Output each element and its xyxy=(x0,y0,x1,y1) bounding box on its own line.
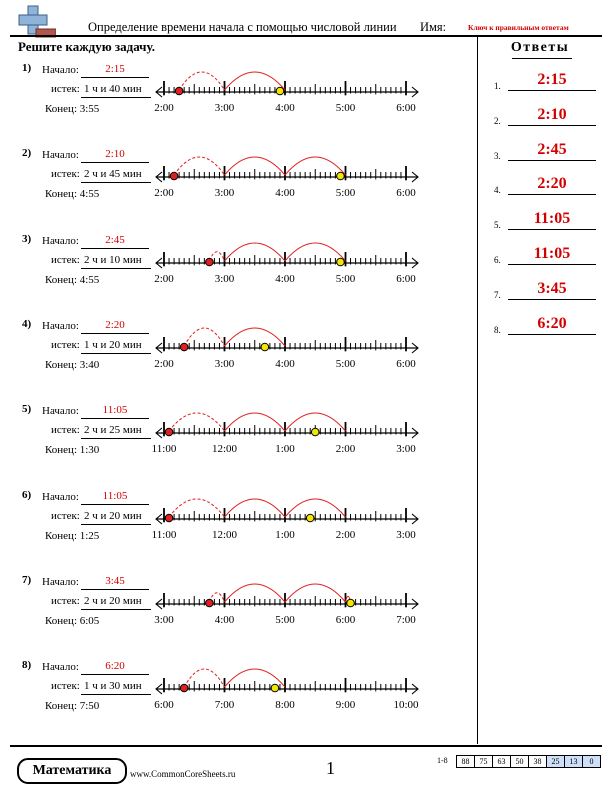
answer-line xyxy=(508,334,596,335)
start-answer: 2:45 xyxy=(105,233,125,246)
start-answer: 6:20 xyxy=(105,660,125,673)
tick-label: 3:00 xyxy=(214,187,235,200)
start-answer-line xyxy=(81,333,149,334)
elapsed-underline xyxy=(81,182,151,183)
problem-number: 6) xyxy=(22,488,32,501)
answer-number: 1. xyxy=(494,81,501,91)
tick-label: 2:00 xyxy=(154,102,174,114)
end-point xyxy=(271,684,279,692)
plus-cross-logo-icon xyxy=(14,4,56,38)
end-time: Конец: 1:25 xyxy=(45,529,100,542)
answers-column-divider xyxy=(477,37,478,744)
tick-label: 10:00 xyxy=(393,699,419,712)
answer-value: 11:05 xyxy=(533,245,571,262)
answer-line xyxy=(508,264,596,265)
elapsed-underline xyxy=(81,524,151,525)
end-time: Конец: 7:50 xyxy=(45,700,100,713)
tick-label: 4:00 xyxy=(275,187,295,200)
number-line xyxy=(150,312,422,372)
start-answer-line xyxy=(81,248,149,249)
elapsed-value: 1 ч и 20 мин xyxy=(84,338,142,351)
number-line xyxy=(150,653,422,713)
answer-number: 3. xyxy=(494,150,501,161)
tick-label: 7:00 xyxy=(214,699,235,712)
elapsed-underline xyxy=(81,268,151,269)
number-line xyxy=(150,397,422,457)
elapsed-value: 2 ч и 20 мин xyxy=(84,594,142,607)
elapsed-underline xyxy=(81,438,151,439)
problem-number: 3) xyxy=(22,232,32,245)
tick-label: 6:00 xyxy=(154,699,174,712)
answer-value: 2:20 xyxy=(537,175,567,193)
answer-value: 2:10 xyxy=(537,105,567,123)
tick-label: 12:00 xyxy=(211,528,238,541)
start-answer-line xyxy=(81,674,149,675)
tick-label: 2:00 xyxy=(335,528,356,541)
start-label: Начало: xyxy=(42,149,79,162)
end-point xyxy=(306,514,314,522)
start-label: Начало: xyxy=(42,234,79,247)
answer-number: 4. xyxy=(494,185,501,196)
end-time: Конец: 4:55 xyxy=(45,188,100,201)
end-point xyxy=(347,599,355,607)
answer-number: 2. xyxy=(494,115,501,126)
tick-label: 5:00 xyxy=(275,613,295,626)
tick-label: 2:00 xyxy=(154,272,174,285)
tick-label: 5:00 xyxy=(335,102,356,114)
number-line xyxy=(150,227,422,287)
tick-label: 1:00 xyxy=(275,443,295,456)
tick-label: 5:00 xyxy=(335,272,356,285)
tick-label: 3:00 xyxy=(396,528,416,541)
score-cell: 50 xyxy=(510,755,529,768)
answer-line xyxy=(508,299,596,300)
score-cell: 63 xyxy=(492,755,511,768)
answer-line xyxy=(508,160,596,161)
answers-title: Ответы xyxy=(510,40,570,55)
answer-line xyxy=(508,194,596,195)
start-answer: 11:05 xyxy=(102,489,128,502)
name-label: Имя: xyxy=(420,20,447,34)
problem-number: 7) xyxy=(22,573,32,586)
end-time: Конец: 3:40 xyxy=(45,358,100,371)
score-table xyxy=(457,755,601,768)
elapsed-underline xyxy=(81,97,151,98)
dashed-arc xyxy=(169,499,224,517)
tick-label: 5:00 xyxy=(335,187,356,200)
start-answer-line xyxy=(81,418,149,419)
score-cell: 38 xyxy=(528,755,547,768)
start-point xyxy=(206,258,214,266)
dashed-arc xyxy=(179,72,224,90)
start-label: Начало: xyxy=(42,661,79,674)
problem-number: 5) xyxy=(22,403,32,416)
end-time: Конец: 6:05 xyxy=(45,614,100,627)
tick-label: 4:00 xyxy=(275,272,295,285)
number-line xyxy=(150,56,422,116)
start-point xyxy=(206,599,214,607)
elapsed-value: 1 ч и 40 мин xyxy=(84,83,142,95)
elapsed-underline xyxy=(81,694,151,695)
elapsed-label: истек: xyxy=(51,338,80,351)
instructions: Решите каждую задачу. xyxy=(18,39,155,54)
end-point xyxy=(276,87,284,95)
elapsed-underline xyxy=(81,609,151,610)
answer-value: 3:45 xyxy=(537,279,567,297)
tick-label: 4:00 xyxy=(275,102,295,114)
footer-divider xyxy=(10,745,602,747)
answer-number: 6. xyxy=(494,255,501,265)
tick-label: 6:00 xyxy=(396,272,416,285)
start-point xyxy=(170,172,178,180)
answer-line xyxy=(508,125,596,126)
start-answer: 2:15 xyxy=(105,63,125,75)
answer-value: 2:45 xyxy=(537,140,567,158)
start-point xyxy=(165,428,173,436)
problem-number: 1) xyxy=(22,62,32,74)
tick-label: 6:00 xyxy=(396,102,416,114)
header-divider xyxy=(10,35,602,37)
elapsed-value: 2 ч и 25 мин xyxy=(84,424,142,437)
tick-label: 2:00 xyxy=(154,187,174,200)
tick-label: 6:00 xyxy=(396,187,416,200)
tick-label: 7:00 xyxy=(396,613,416,626)
elapsed-label: истек: xyxy=(51,253,80,266)
problem-range: 1-8 xyxy=(437,756,448,765)
problem-number: 8) xyxy=(22,659,32,672)
start-point xyxy=(175,87,183,95)
elapsed-underline xyxy=(81,353,151,354)
tick-label: 11:00 xyxy=(151,443,177,456)
elapsed-label: истек: xyxy=(51,83,80,95)
tick-label: 3:00 xyxy=(214,357,235,370)
end-point xyxy=(337,172,345,180)
tick-label: 1:00 xyxy=(275,528,295,541)
page-number: 1 xyxy=(326,758,335,778)
tick-label: 3:00 xyxy=(396,443,416,456)
start-answer-line xyxy=(81,162,149,163)
answer-key-label: Ключ к правильным ответам xyxy=(468,23,569,32)
answer-value: 6:20 xyxy=(537,314,567,332)
tick-label: 9:00 xyxy=(335,699,356,712)
elapsed-label: истек: xyxy=(51,509,80,522)
tick-label: 5:00 xyxy=(335,357,356,370)
answer-value: 11:05 xyxy=(533,210,571,228)
dashed-arc xyxy=(169,413,224,431)
start-label: Начало: xyxy=(42,490,79,503)
end-time: Конец: 1:30 xyxy=(45,444,100,457)
start-answer: 2:10 xyxy=(105,148,125,161)
answer-number: 8. xyxy=(494,324,501,335)
tick-label: 4:00 xyxy=(275,357,295,370)
worksheet-title: Определение времени начала с помощью числовой линии xyxy=(88,20,397,34)
end-time: Конец: 4:55 xyxy=(45,273,100,286)
elapsed-label: истек: xyxy=(51,594,80,607)
tick-label: 6:00 xyxy=(396,357,416,370)
elapsed-label: истек: xyxy=(51,424,80,437)
end-time: Конец: 3:55 xyxy=(45,103,100,115)
score-cell: 75 xyxy=(474,755,493,768)
end-point xyxy=(261,343,269,351)
tick-label: 3:00 xyxy=(214,272,235,285)
problem-number: 2) xyxy=(22,147,32,160)
elapsed-value: 2 ч и 45 мин xyxy=(84,168,142,181)
number-line xyxy=(150,141,422,201)
score-cell: 25 xyxy=(546,755,565,768)
start-answer: 11:05 xyxy=(102,404,128,417)
score-cell: 0 xyxy=(582,755,601,768)
start-answer: 3:45 xyxy=(105,574,125,587)
tick-label: 2:00 xyxy=(335,443,356,456)
elapsed-value: 2 ч и 20 мин xyxy=(84,509,142,522)
number-line xyxy=(150,483,422,543)
score-cell: 13 xyxy=(564,755,583,768)
tick-label: 3:00 xyxy=(214,102,235,114)
elapsed-value: 2 ч и 10 мин xyxy=(84,253,142,266)
start-answer-line xyxy=(81,77,149,78)
start-point xyxy=(165,514,173,522)
start-answer-line xyxy=(81,504,149,505)
end-point xyxy=(311,428,319,436)
tick-label: 8:00 xyxy=(275,699,295,712)
elapsed-label: истек: xyxy=(51,168,80,181)
start-point xyxy=(180,343,188,351)
tick-label: 6:00 xyxy=(335,613,356,626)
tick-label: 11:00 xyxy=(151,528,177,541)
elapsed-label: истек: xyxy=(51,680,80,693)
answer-number: 5. xyxy=(494,220,501,231)
tick-label: 2:00 xyxy=(154,357,174,370)
start-label: Начало: xyxy=(42,64,79,76)
number-line xyxy=(150,568,422,628)
start-label: Начало: xyxy=(42,319,79,332)
elapsed-value: 1 ч и 30 мин xyxy=(84,680,142,693)
problem-number: 4) xyxy=(22,317,32,330)
tick-label: 4:00 xyxy=(214,613,235,626)
start-label: Начало: xyxy=(42,575,79,588)
score-cell: 88 xyxy=(456,755,475,768)
tick-label: 3:00 xyxy=(154,613,174,626)
start-label: Начало: xyxy=(42,405,79,418)
answer-line xyxy=(508,90,596,91)
end-point xyxy=(337,258,345,266)
answer-number: 7. xyxy=(494,289,501,300)
start-point xyxy=(180,684,188,692)
answer-line xyxy=(508,229,596,230)
answer-value: 2:15 xyxy=(537,71,567,88)
start-answer-line xyxy=(81,589,149,590)
start-answer: 2:20 xyxy=(105,318,125,331)
site-url[interactable]: www.CommonCoreSheets.ru xyxy=(130,769,236,779)
brand-badge: Математика xyxy=(17,758,127,784)
tick-label: 12:00 xyxy=(211,443,238,456)
answers-title-underline xyxy=(512,58,572,59)
